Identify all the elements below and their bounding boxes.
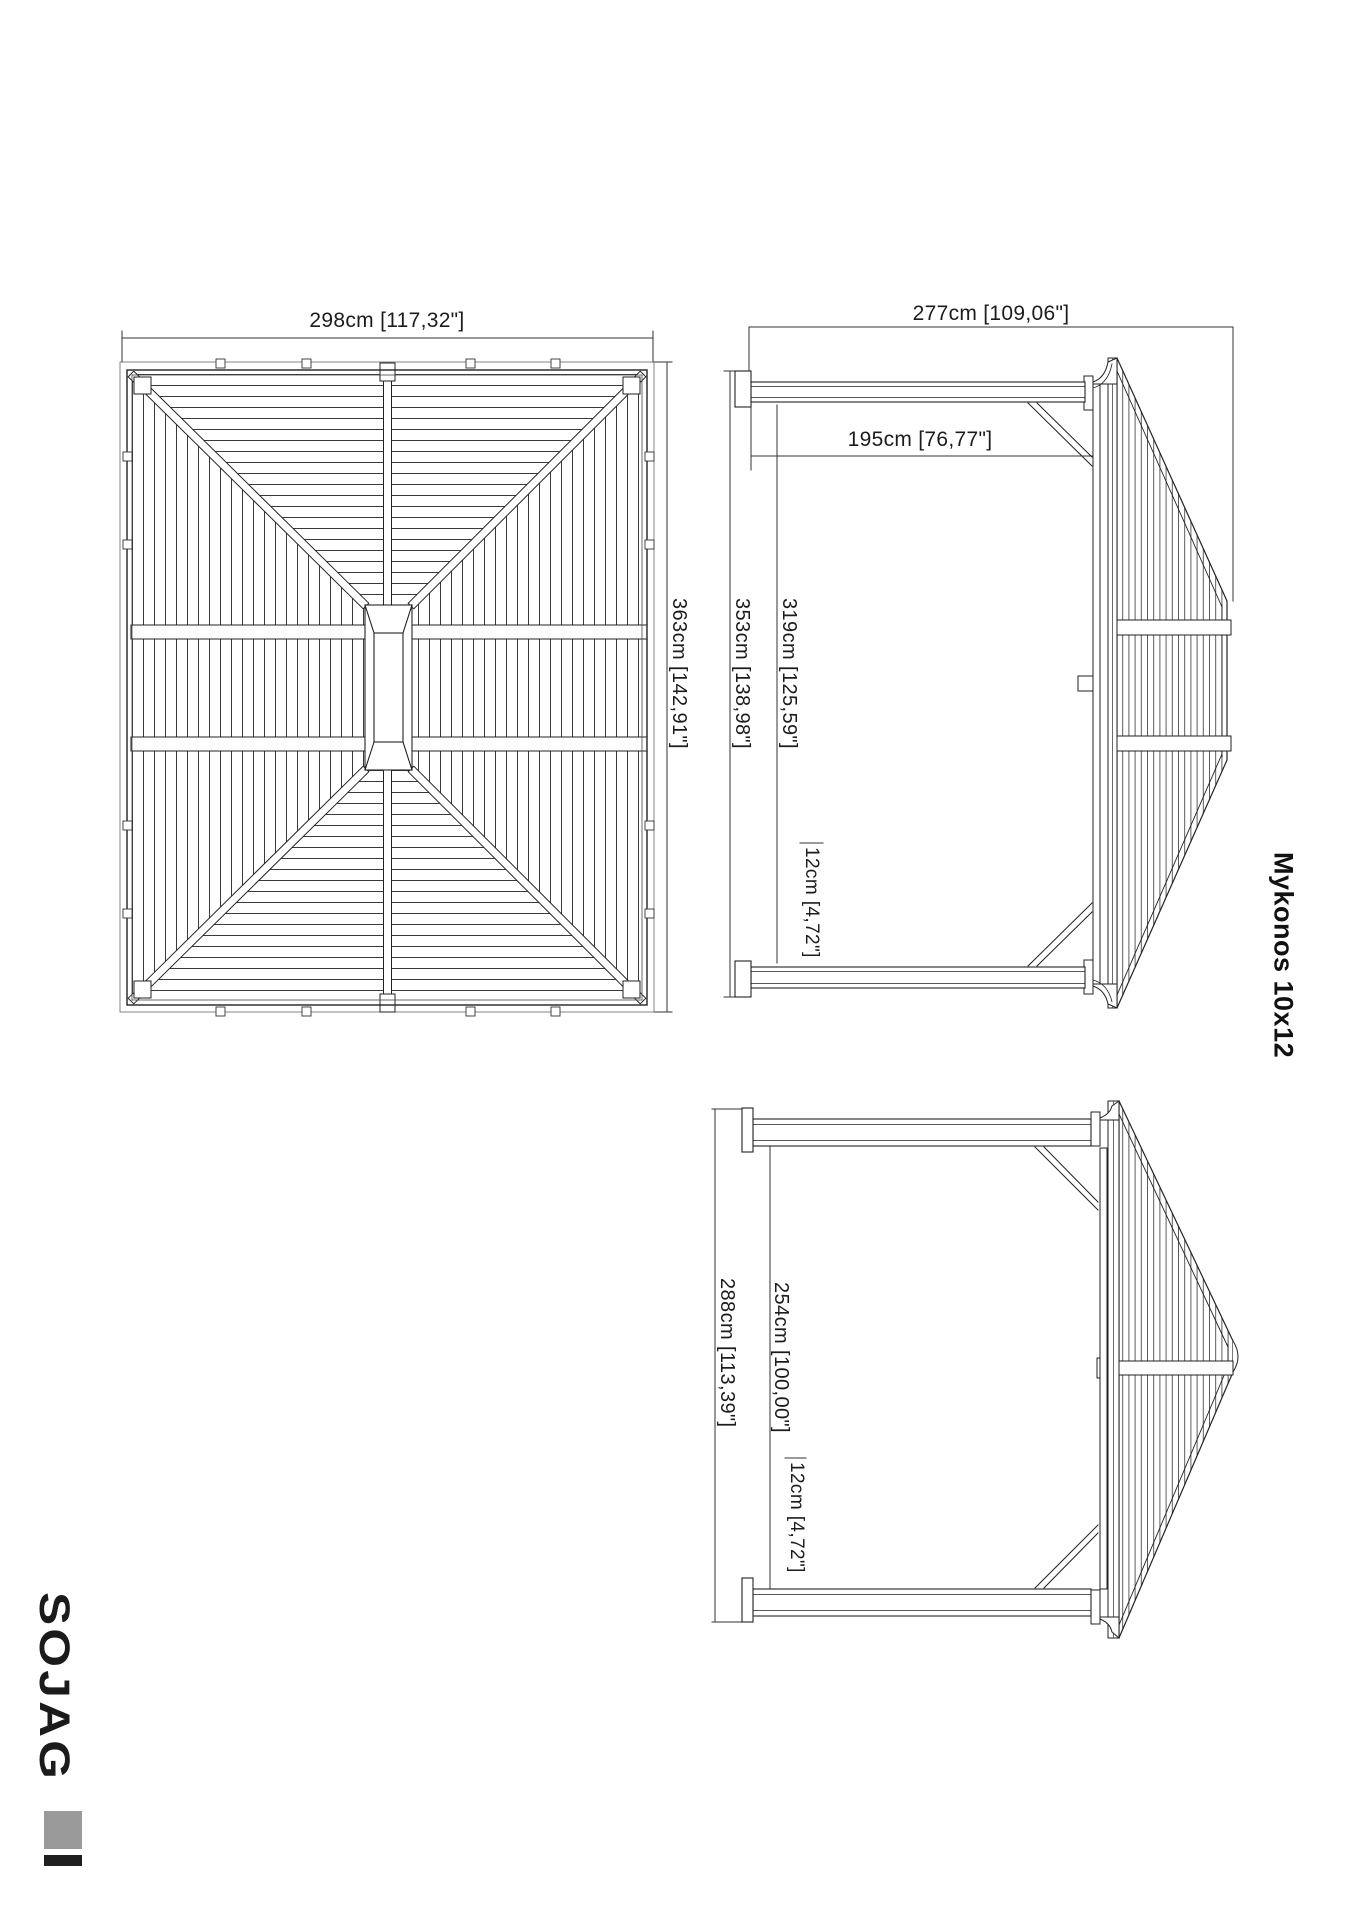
dim-side-opening-height: 195cm [76,77"]: [847, 428, 993, 451]
side-roof-panel: [1117, 358, 1227, 1008]
end-beam: [1100, 1148, 1107, 1589]
dim-side-eave-length: 353cm [138,98"]: [731, 598, 753, 749]
brand-logo-bar: [44, 1855, 82, 1866]
end-collar-rail: [1100, 1361, 1233, 1375]
dim-end-base-width: 288cm [113,39"]: [716, 1278, 738, 1428]
dim-end-post-span: 254cm [100,00"]: [770, 1282, 792, 1433]
dim-side-post-span: 319cm [125,59"]: [778, 598, 800, 749]
brand-logo-square: [44, 1811, 82, 1849]
end-base-plates: [742, 1108, 753, 1622]
dim-roof-plan-depth: 363cm [142,91"]: [668, 598, 690, 749]
cupola: [365, 605, 412, 770]
end-corner-braces: [1035, 1147, 1098, 1588]
dim-roof-plan-width: 298cm [117,32"]: [309, 309, 465, 332]
roof-plan-view: [120, 331, 672, 1016]
brand-name-text: SOJAG: [30, 1592, 79, 1783]
beam-center-bracket: [1078, 676, 1093, 691]
product-model-label: Mykonos 10x12: [1268, 852, 1299, 1059]
dim-end-post-size: 12cm [4,72"]: [785, 1462, 807, 1573]
dim-side-total-height: 277cm [109,06"]: [912, 302, 1070, 325]
dim-side-post-size: 12cm [4,72"]: [800, 847, 822, 958]
brand-logo: [30, 1592, 90, 1783]
ridge-cap: [1233, 1341, 1238, 1372]
side-beam: [1093, 384, 1100, 984]
